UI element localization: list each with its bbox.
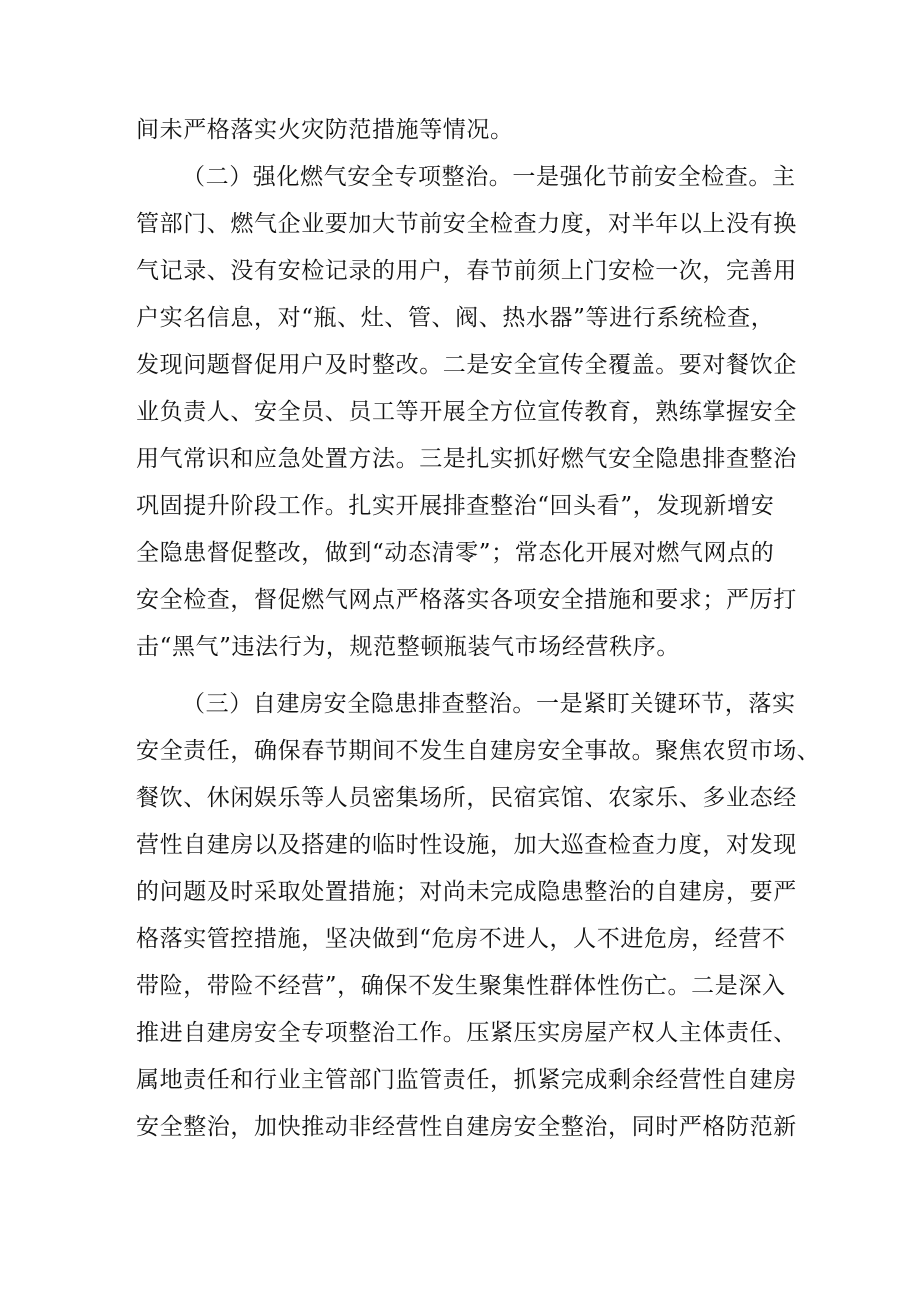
text-line: 户实名信息，对“瓶、灶、管、阀、热水器”等进行系统检查， bbox=[136, 305, 775, 331]
text-line: 气记录、没有安检记录的用户，春节前须上门安检一次，完善用 bbox=[136, 258, 797, 284]
section-heading-line: （三）自建房安全隐患排查整治。一是紧盯关键环节，落实 bbox=[182, 691, 796, 717]
text-line: 安全责任，确保春节期间不发生自建房安全事故。聚焦农贸市场、 bbox=[136, 738, 821, 764]
text-line: 属地责任和行业主管部门监管责任，抓紧完成剩余经营性自建房 bbox=[136, 1067, 797, 1093]
text-line: 安全检查，督促燃气网点严格落实各项安全措施和要求；严厉打 bbox=[136, 587, 797, 613]
text-line: 推进自建房安全专项整治工作。压紧压实房屋产权人主体责任、 bbox=[136, 1020, 797, 1046]
section-heading-line: （二）强化燃气安全专项整治。一是强化节前安全检查。主 bbox=[182, 164, 796, 190]
text-line: 营性自建房以及搭建的临时性设施，加大巡查检查力度，对发现 bbox=[136, 832, 797, 858]
text-line: 安全整治，加快推动非经营性自建房安全整治，同时严格防范新 bbox=[136, 1114, 797, 1140]
text-line: 用气常识和应急处置方法。三是扎实抓好燃气安全隐患排查整治 bbox=[136, 446, 797, 472]
text-line: 击“黑气”违法行为，规范整顿瓶装气市场经营秩序。 bbox=[136, 634, 680, 660]
text-line: 全隐患督促整改，做到“动态清零”；常态化开展对燃气网点的 bbox=[136, 540, 775, 566]
text-line: 发现问题督促用户及时整改。二是安全宣传全覆盖。要对餐饮企 bbox=[136, 352, 797, 378]
text-line: 业负责人、安全员、员工等开展全方位宣传教育，熟练掌握安全 bbox=[136, 399, 797, 425]
text-line: 格落实管控措施，坚决做到“危房不进人，人不进危房，经营不 bbox=[136, 926, 786, 952]
text-line: 间未严格落实火灾防范措施等情况。 bbox=[136, 117, 514, 143]
text-line: 管部门、燃气企业要加大节前安全检查力度，对半年以上没有换 bbox=[136, 211, 797, 237]
text-line: 带险，带险不经营”，确保不发生聚集性群体性伤亡。二是深入 bbox=[136, 973, 786, 999]
text-line: 餐饮、休闲娱乐等人员密集场所，民宿宾馆、农家乐、多业态经 bbox=[136, 785, 797, 811]
text-line: 巩固提升阶段工作。扎实开展排查整治“回头看”，发现新增安 bbox=[136, 493, 775, 519]
text-line: 的问题及时采取处置措施；对尚未完成隐患整治的自建房，要严 bbox=[136, 879, 797, 905]
